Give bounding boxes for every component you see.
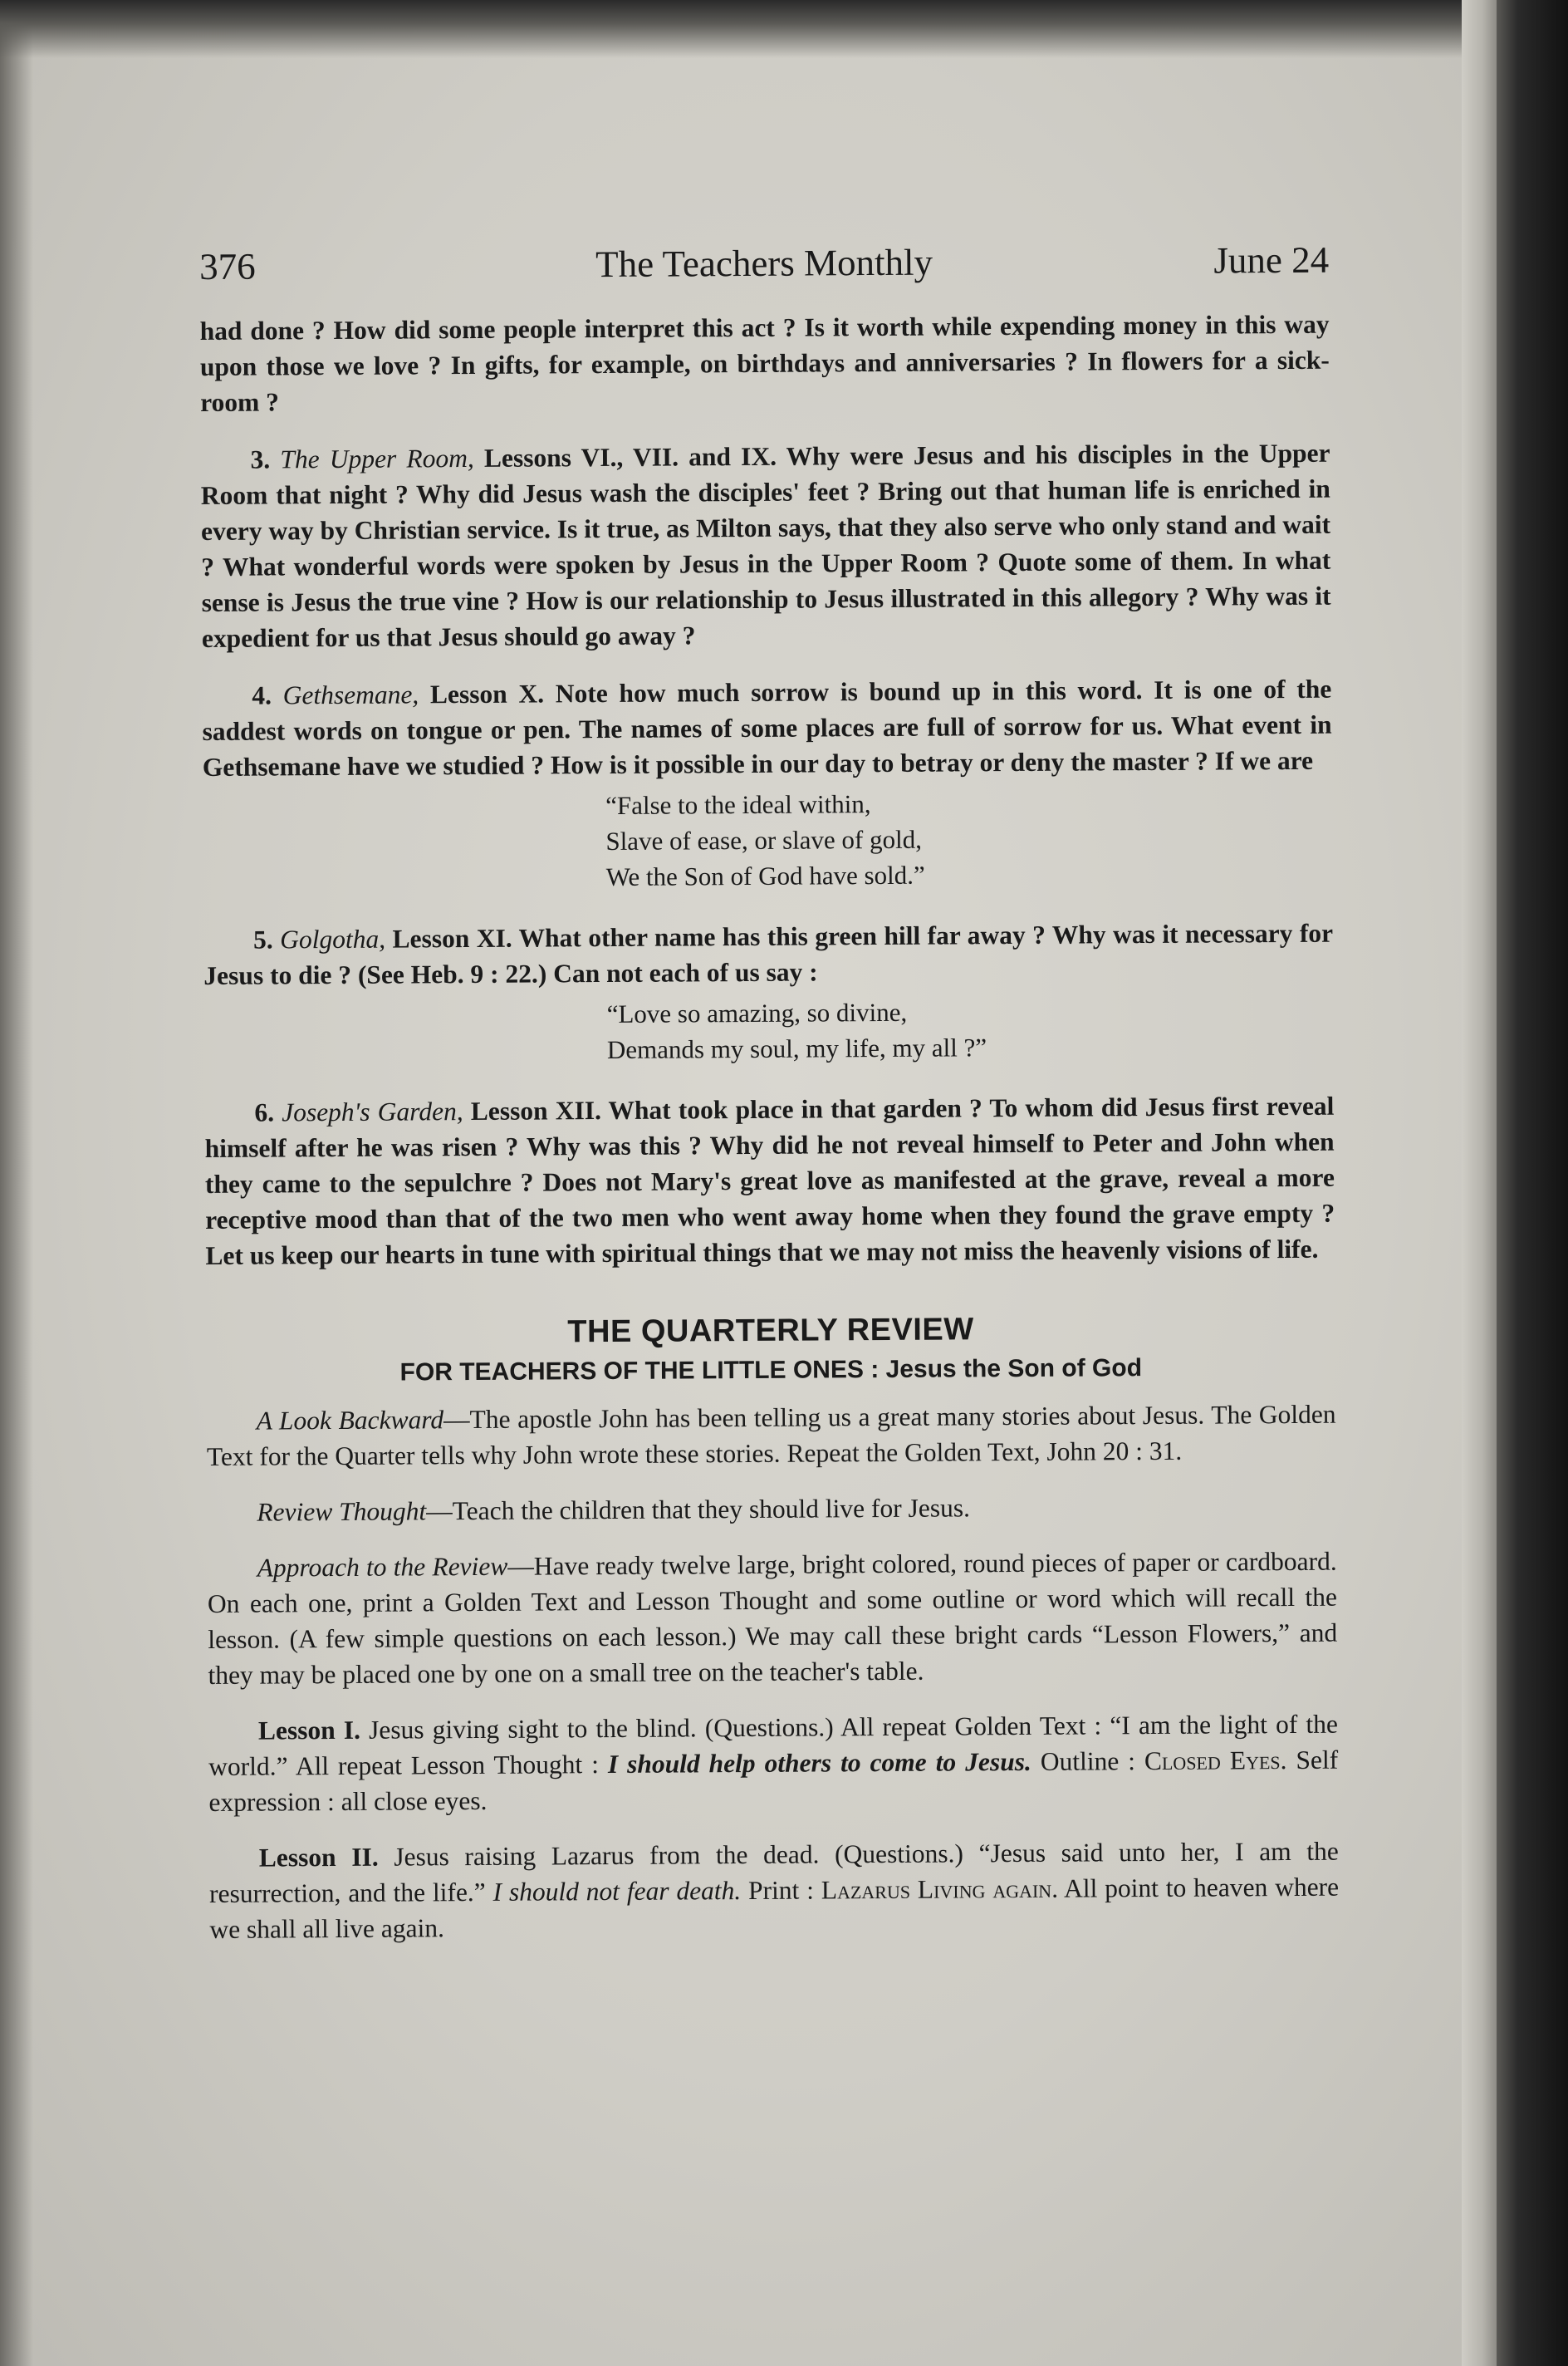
page-body bbox=[200, 307, 1340, 1947]
lesson-2-paragraph bbox=[209, 1833, 1340, 1947]
section-6-number: 6. bbox=[254, 1097, 275, 1127]
section-4-number: 4. bbox=[252, 680, 272, 710]
lesson-2-text-c: All point to heaven where we shall all live again. bbox=[209, 1872, 1340, 1944]
section-5-paragraph bbox=[203, 915, 1334, 994]
header-date: June 24 bbox=[1213, 238, 1330, 282]
section-4-title: Gethsemane, bbox=[282, 680, 419, 710]
section-4-paragraph bbox=[202, 671, 1332, 785]
page-header bbox=[199, 238, 1329, 295]
section-3-paragraph bbox=[200, 435, 1331, 656]
approach-label: Approach to the Review bbox=[257, 1551, 508, 1583]
lesson-1-text-c: Self expression : all close eyes. bbox=[208, 1745, 1339, 1817]
lesson-2-thought: I should not fear death. bbox=[492, 1876, 742, 1907]
poem-line: We the Son of God have sold.” bbox=[605, 860, 925, 892]
page-number: 376 bbox=[199, 245, 256, 287]
review-thought-paragraph bbox=[207, 1488, 1336, 1530]
lesson-1-paragraph bbox=[208, 1706, 1339, 1820]
look-backward-paragraph bbox=[207, 1397, 1337, 1475]
page-edge bbox=[1462, 0, 1497, 2366]
poem-line: “Love so amazing, so divine, bbox=[606, 997, 908, 1029]
review-thought-label: Review Thought bbox=[257, 1496, 427, 1527]
look-backward-label: A Look Backward bbox=[256, 1405, 444, 1436]
review-heading: THE QUARTERLY REVIEW bbox=[567, 1312, 974, 1350]
lesson-2-text-b: Print : bbox=[741, 1875, 821, 1906]
section-5-text: Lesson XI. What other name has this green hill far away ? Why was it necessary for Jesus to die ? (See Heb. 9 : 22.) Can not each of us say : bbox=[203, 918, 1334, 990]
review-subheading: FOR TEACHERS OF THE LITTLE ONES : Jesus the Son of God bbox=[399, 1354, 1143, 1387]
printed-page bbox=[199, 238, 1340, 1967]
page-left-shadow bbox=[0, 0, 33, 2366]
poem-line: Slave of ease, or slave of gold, bbox=[605, 824, 922, 857]
section-3-text: Lessons VI., VII. and IX. Why were Jesus and his disciples in the Upper Room that night ? Why did Jesus wash the disciples' feet ? Bring out that human life is enriched in every way by Christian service. Is it true, as Milton says, that they also serve who only stand and wait ? What wonderful words were spoken by Jesus in the Upper Room ? Quote some of them. In what sense is Jesus the true vine ? How is our relationship to Jesus illustrated in this allegory ? Why was it expedient for us that Jesus should go away ? bbox=[200, 438, 1331, 653]
review-thought-text: —Teach the children that they should live for Jesus. bbox=[426, 1493, 971, 1526]
section-4-text: Lesson X. Note how much sorrow is bound up in this word. It is one of the saddest words on tongue or pen. The names of some places are full of sorrow for us. What event in Gethsemane have we studied ? How is it possible in our day to betray or deny the master ? If we are bbox=[202, 674, 1332, 782]
section-5-title: Golgotha, bbox=[280, 924, 386, 955]
section-6-paragraph bbox=[204, 1088, 1335, 1274]
running-title: The Teachers Monthly bbox=[595, 241, 933, 286]
lesson-2-text-a: Jesus raising Lazarus from the dead. (Questions.) “Jesus said unto her, I am the resurrection, and the life.” bbox=[209, 1836, 1339, 1908]
section-5-poem bbox=[607, 992, 1335, 1068]
poem-line: “False to the ideal within, bbox=[605, 789, 871, 821]
section-3-title: The Upper Room, bbox=[280, 443, 474, 474]
section-3-number: 3. bbox=[250, 444, 271, 474]
lesson-1-outline: Closed Eyes. bbox=[1144, 1745, 1287, 1776]
page-top-shadow bbox=[0, 0, 1497, 58]
lesson-2-print: Lazarus Living again. bbox=[821, 1873, 1059, 1905]
section-5-number: 5. bbox=[253, 925, 273, 955]
approach-paragraph bbox=[208, 1544, 1338, 1693]
look-backward-text: —The apostle John has been telling us a great many stories about Jesus. The Golden Text for the Quarter tells why John wrote these stories. Repeat the Golden Text, John 20 : 31. bbox=[206, 1399, 1336, 1471]
book-binding bbox=[1497, 0, 1568, 2366]
lesson-2-label: Lesson II. bbox=[258, 1842, 379, 1873]
lesson-1-text-a: Jesus giving sight to the blind. (Questions.) All repeat Golden Text : “I am the light of the world.” All repeat Lesson Thought : bbox=[208, 1709, 1339, 1781]
section-4-poem bbox=[605, 783, 1333, 895]
lesson-1-text-b: Outline : bbox=[1031, 1746, 1145, 1776]
lesson-1-label: Lesson I. bbox=[257, 1715, 361, 1745]
section-6-text: Lesson XII. What took place in that garden ? To whom did Jesus first reveal himself after he was risen ? Why was this ? Why did he not reveal himself to Peter and John when they came to the sepulchre ? Does not Mary's great love as manifested at the grave, reveal a more receptive mood than that of the two men who went away home when they found the grave empty ? Let us keep our hearts in tune with spiritual things that we may not miss the heavenly visions of life. bbox=[204, 1091, 1335, 1270]
continuation-paragraph: had done ? How did some people interpret this act ? Is it worth while expending money in this way upon those we love ? In gifts, for example, on birthdays and anniversaries ? In flowers for a sick-room ? bbox=[199, 309, 1330, 417]
lesson-1-thought: I should help others to come to Jesus. bbox=[607, 1746, 1031, 1779]
section-6-title: Joseph's Garden, bbox=[282, 1097, 463, 1127]
approach-text: —Have ready twelve large, bright colored, round pieces of paper or cardboard. On each one, print a Golden Text and Lesson Thought and some outline or word which will recall the lesson. (A few simple questions on each lesson.) We may call these bright cards “Lesson Flowers,” and they may be placed one by one on a small tree on the teacher's table. bbox=[207, 1546, 1338, 1690]
poem-line: Demands my soul, my life, my all ?” bbox=[606, 1033, 987, 1065]
